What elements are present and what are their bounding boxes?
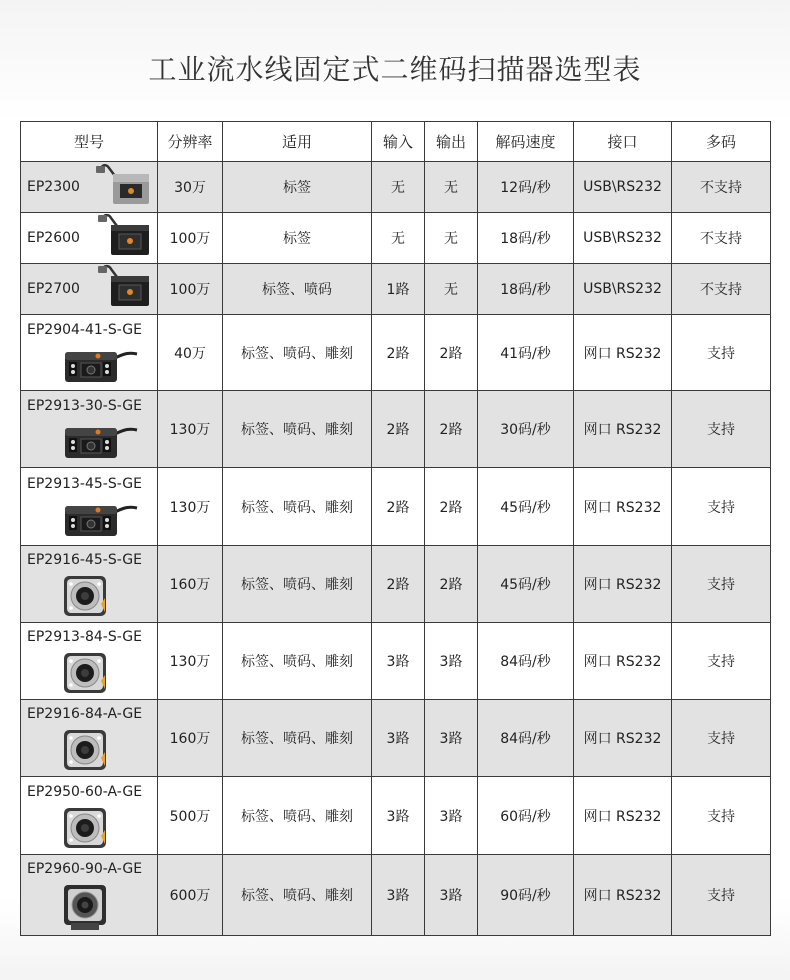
- cell-model: [21, 855, 158, 936]
- header-model: 型号: [21, 122, 158, 162]
- model-name: EP2913-84-S-GE: [27, 629, 142, 645]
- cell-multi: 支持: [672, 623, 771, 700]
- table-row: [21, 162, 771, 213]
- table-row: [21, 315, 771, 391]
- header-resolution: 分辨率: [158, 122, 223, 162]
- cell-interface: 网口 RS232: [574, 855, 672, 936]
- cell-model: [21, 546, 158, 623]
- cell-resolution: 160万: [158, 546, 223, 623]
- cell-output: 2路: [425, 391, 478, 468]
- table-row: [21, 264, 771, 315]
- cell-interface: 网口 RS232: [574, 546, 672, 623]
- cell-interface: 网口 RS232: [574, 391, 672, 468]
- cell-input: 3路: [372, 700, 425, 777]
- cell-resolution: 100万: [158, 264, 223, 315]
- cell-input: 3路: [372, 855, 425, 936]
- cell-interface: USB\RS232: [574, 162, 672, 213]
- cell-multi: 不支持: [672, 264, 771, 315]
- smart-camera-large-icon: [61, 883, 109, 935]
- cell-interface: USB\RS232: [574, 264, 672, 315]
- model-name: EP2913-30-S-GE: [27, 398, 142, 414]
- cell-output: 3路: [425, 700, 478, 777]
- cell-interface: 网口 RS232: [574, 315, 672, 391]
- header-speed: 解码速度: [478, 122, 574, 162]
- cell-output: 无: [425, 162, 478, 213]
- cell-model: [21, 264, 158, 315]
- cell-input: 2路: [372, 391, 425, 468]
- industrial-scanner-cable-icon: [61, 498, 139, 544]
- model-name: EP2960-90-A-GE: [27, 861, 143, 877]
- cell-output: 无: [425, 264, 478, 315]
- cell-multi: 支持: [672, 700, 771, 777]
- cell-input: 1路: [372, 264, 425, 315]
- cell-interface: USB\RS232: [574, 213, 672, 264]
- cell-resolution: 130万: [158, 391, 223, 468]
- cell-speed: 45码/秒: [478, 546, 574, 623]
- cell-input: 无: [372, 162, 425, 213]
- header-input: 输入: [372, 122, 425, 162]
- cell-speed: 84码/秒: [478, 623, 574, 700]
- table-row: [21, 546, 771, 623]
- cell-output: 2路: [425, 468, 478, 546]
- table-row: [21, 777, 771, 855]
- header-output: 输出: [425, 122, 478, 162]
- cell-resolution: 30万: [158, 162, 223, 213]
- table-row: [21, 623, 771, 700]
- cell-resolution: 600万: [158, 855, 223, 936]
- table-row: [21, 213, 771, 264]
- cell-interface: 网口 RS232: [574, 623, 672, 700]
- cell-use: 标签、喷码、雕刻: [223, 315, 372, 391]
- cell-resolution: 130万: [158, 468, 223, 546]
- cell-output: 3路: [425, 855, 478, 936]
- cell-use: 标签、喷码、雕刻: [223, 391, 372, 468]
- cell-speed: 12码/秒: [478, 162, 574, 213]
- cell-multi: 支持: [672, 391, 771, 468]
- smart-camera-icon: [61, 806, 109, 854]
- cell-output: 3路: [425, 777, 478, 855]
- cell-model: [21, 623, 158, 700]
- model-name: EP2300: [27, 179, 80, 195]
- cell-use: 标签、喷码、雕刻: [223, 546, 372, 623]
- selection-table: [20, 121, 771, 936]
- cell-speed: 60码/秒: [478, 777, 574, 855]
- smart-camera-icon: [61, 651, 109, 699]
- cell-resolution: 130万: [158, 623, 223, 700]
- cell-use: 标签、喷码: [223, 264, 372, 315]
- compact-scanner-gray-icon: [95, 162, 151, 212]
- cell-input: 3路: [372, 777, 425, 855]
- cell-speed: 18码/秒: [478, 264, 574, 315]
- compact-scanner-black-icon: [95, 213, 151, 263]
- cell-input: 2路: [372, 315, 425, 391]
- cell-model: [21, 777, 158, 855]
- cell-model: [21, 468, 158, 546]
- model-name: EP2916-45-S-GE: [27, 552, 142, 568]
- cell-input: 2路: [372, 468, 425, 546]
- cell-multi: 支持: [672, 777, 771, 855]
- cell-speed: 41码/秒: [478, 315, 574, 391]
- header-use: 适用: [223, 122, 372, 162]
- model-name: EP2600: [27, 230, 80, 246]
- cell-use: 标签、喷码、雕刻: [223, 777, 372, 855]
- cell-interface: 网口 RS232: [574, 468, 672, 546]
- cell-speed: 45码/秒: [478, 468, 574, 546]
- header-interface: 接口: [574, 122, 672, 162]
- cell-model: [21, 700, 158, 777]
- smart-camera-icon: [61, 574, 109, 622]
- cell-output: 2路: [425, 546, 478, 623]
- cell-model: [21, 162, 158, 213]
- table-row: [21, 391, 771, 468]
- table-row: [21, 468, 771, 546]
- cell-resolution: 160万: [158, 700, 223, 777]
- cell-use: 标签、喷码、雕刻: [223, 623, 372, 700]
- model-name: EP2950-60-A-GE: [27, 783, 143, 800]
- cell-resolution: 500万: [158, 777, 223, 855]
- industrial-scanner-cable-icon: [61, 344, 139, 390]
- cell-output: 3路: [425, 623, 478, 700]
- table-row: [21, 855, 771, 936]
- page-title: 工业流水线固定式二维码扫描器选型表: [148, 53, 642, 86]
- cell-resolution: 100万: [158, 213, 223, 264]
- cell-multi: 不支持: [672, 162, 771, 213]
- cell-input: 2路: [372, 546, 425, 623]
- cell-use: 标签: [223, 162, 372, 213]
- cell-input: 无: [372, 213, 425, 264]
- cell-interface: 网口 RS232: [574, 777, 672, 855]
- model-name: EP2916-84-A-GE: [27, 706, 143, 722]
- cell-model: [21, 213, 158, 264]
- cell-use: 标签、喷码、雕刻: [223, 468, 372, 546]
- industrial-scanner-cable-icon: [61, 420, 139, 466]
- cell-speed: 90码/秒: [478, 855, 574, 936]
- model-name: EP2913-45-S-GE: [27, 475, 142, 492]
- cell-resolution: 40万: [158, 315, 223, 391]
- cell-speed: 18码/秒: [478, 213, 574, 264]
- cell-multi: 不支持: [672, 213, 771, 264]
- cell-multi: 支持: [672, 855, 771, 936]
- cell-multi: 支持: [672, 315, 771, 391]
- smart-camera-icon: [61, 728, 109, 776]
- header-multi: 多码: [672, 122, 771, 162]
- cell-model: [21, 315, 158, 391]
- cell-multi: 支持: [672, 546, 771, 623]
- cell-speed: 84码/秒: [478, 700, 574, 777]
- cell-interface: 网口 RS232: [574, 700, 672, 777]
- table-row: [21, 700, 771, 777]
- cell-use: 标签、喷码、雕刻: [223, 855, 372, 936]
- cell-output: 无: [425, 213, 478, 264]
- cell-use: 标签: [223, 213, 372, 264]
- cell-multi: 支持: [672, 468, 771, 546]
- cell-output: 2路: [425, 315, 478, 391]
- cell-model: [21, 391, 158, 468]
- model-name: EP2700: [27, 281, 80, 297]
- cell-use: 标签、喷码、雕刻: [223, 700, 372, 777]
- cell-speed: 30码/秒: [478, 391, 574, 468]
- table-header-row: [21, 122, 771, 162]
- compact-scanner-black-icon: [95, 264, 151, 314]
- model-name: EP2904-41-S-GE: [27, 321, 142, 338]
- cell-input: 3路: [372, 623, 425, 700]
